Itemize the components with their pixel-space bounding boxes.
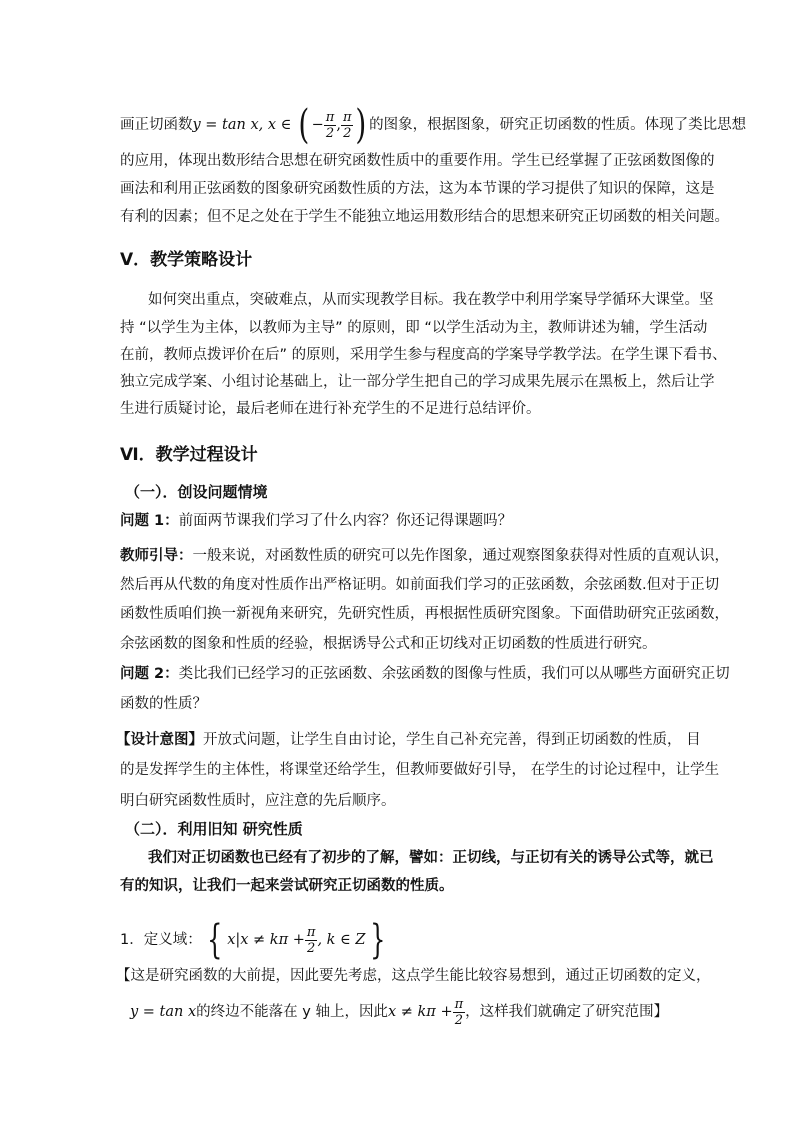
left-brace: { (206, 917, 223, 963)
math-var: x (227, 932, 236, 948)
paragraph-line (130, 992, 668, 1032)
math-tail: , k ∈ Z (317, 932, 366, 948)
question-label: 问题 1： (120, 513, 179, 529)
domain-label: 1．定义域： (120, 932, 202, 948)
paragraph-line: 生进行质疑讨论，最后老师在进行补充学生的不足进行总结评价。 (120, 401, 541, 417)
math-condition: x ≠ kπ + (240, 932, 305, 948)
math-expression: y = tan x (130, 1004, 197, 1020)
math-expression: y = tan x, x ∈ (192, 117, 292, 133)
question-label: 问题 2： (120, 666, 179, 682)
domain-line (120, 917, 391, 963)
subsection-heading: （二）．利用旧知 研究性质 (125, 820, 303, 838)
paragraph-line: 有的知识，让我们一起来尝试研究正切函数的性质。 (120, 878, 454, 894)
paragraph-line: 我们对正切函数也已经有了初步的了解，譬如：正切线，与正切有关的诱导公式等，就已 (148, 850, 714, 866)
minus-sign: − (311, 117, 324, 133)
fraction-denominator: 2 (307, 940, 316, 956)
right-paren: ) (355, 102, 367, 148)
paragraph-line: 的是发挥学生的主体性，将课堂还给学生，但教师要做好引导， 在学生的讨论过程中，让学生 (120, 762, 720, 778)
fraction (341, 110, 354, 141)
paragraph-line: 的应用，体现出数形结合思想在研究函数性质中的重要作用。学生已经掌握了正弦函数图像的 (120, 153, 715, 169)
paragraph-line: 然后再从代数的角度对性质作出严格证明。如前面我们学习的正弦函数，余弦函数.但对于正切 (120, 577, 720, 593)
text-span: 开放式问题，让学生自由讨论，学生自己补充完善，得到正切函数的性质， 目 (203, 732, 701, 748)
question-line (120, 511, 512, 531)
text-span: 的图象，根据图象，研究正切函数的性质。体现了类比思想 (369, 117, 747, 133)
paragraph-line (120, 102, 747, 148)
paragraph-line: 余弦函数的图象和性质的经验，根据诱导公式和正切线对正切函数的性质进行研究。 (120, 636, 657, 652)
section-heading: Ⅴ．教学策略设计 (120, 250, 253, 270)
paragraph-line: 有利的因素；但不足之处在于学生不能独立地运用数形结合的思想来研究正切函数的相关问题。 (120, 209, 729, 225)
fraction-numerator: π (325, 109, 335, 125)
text-span: 一般来说，对函数性质的研究可以先作图象，通过观察图象获得对性质的直观认识， (192, 548, 729, 564)
paragraph-line: 函数的性质？ (120, 696, 207, 712)
fraction-denominator: 2 (325, 125, 335, 141)
paragraph-line: 画法和利用正弦函数的图象研究函数性质的方法，这为本节课的学习提供了知识的保障，这是 (120, 181, 715, 197)
paragraph-line: 【这是研究函数的大前提，因此要先考虑，这点学生能比较容易想到，通过正切函数的定义， (116, 968, 711, 984)
fraction-numerator: π (454, 996, 464, 1012)
fraction (453, 997, 466, 1028)
fraction-denominator: 2 (343, 125, 352, 141)
question-text: 前面两节课我们学习了什么内容？你还记得课题吗？ (178, 513, 513, 529)
fraction-numerator: π (306, 924, 316, 940)
fraction-numerator: π (342, 109, 352, 125)
paragraph-line: 独立完成学案、小组讨论基础上，让一部分学生把自己的学习成果先展示在黑板上，然后让学 (120, 374, 715, 390)
paragraph-line: 持 “以学生为主体，以教师为主导” 的原则，即 “以学生活动为主，教师讲述为辅，学生活动 (120, 320, 708, 336)
paragraph-line: 如何突出重点，突破难点，从而实现教学目标。我在教学中利用学案导学循环大课堂。坚 (148, 292, 714, 308)
subsection-heading: （一）．创设问题情境 (125, 483, 268, 501)
design-intent-label: 【设计意图】 (116, 732, 203, 748)
text-span: 类比我们已经学习的正弦函数、余弦函数的图像与性质，我们可以从哪些方面研究正切 (178, 666, 730, 682)
paragraph-line (116, 730, 701, 750)
text-span: 画正切函数 (120, 117, 193, 133)
paragraph-line: 函数性质咱们换一新视角来研究，先研究性质，再根据性质研究图象。下面借助研究正弦函数， (120, 606, 729, 622)
paragraph-line (120, 546, 729, 566)
section-heading: Ⅵ．教学过程设计 (120, 445, 258, 465)
text-span: ，这样我们就确定了研究范围】 (465, 1004, 669, 1020)
right-brace: } (370, 917, 386, 963)
set-bar: | (235, 932, 241, 948)
math-condition: x ≠ kπ + (387, 1004, 453, 1020)
paragraph-line: 在前，教师点拨评价在后” 的原则，采用学生参与程度高的学案导学教学法。在学生课下看书、 (120, 347, 727, 363)
text-span: 的终边不能落在 y 轴上，因此 (196, 1004, 388, 1020)
fraction (324, 110, 337, 141)
guide-label: 教师引导： (120, 548, 193, 564)
fraction-denominator: 2 (454, 1012, 463, 1028)
question-line (120, 664, 730, 684)
fraction (305, 925, 318, 956)
paragraph-line: 明白研究函数性质时，应注意的先后顺序。 (120, 793, 396, 809)
comma: , (336, 117, 341, 133)
left-paren: ( (298, 102, 310, 148)
